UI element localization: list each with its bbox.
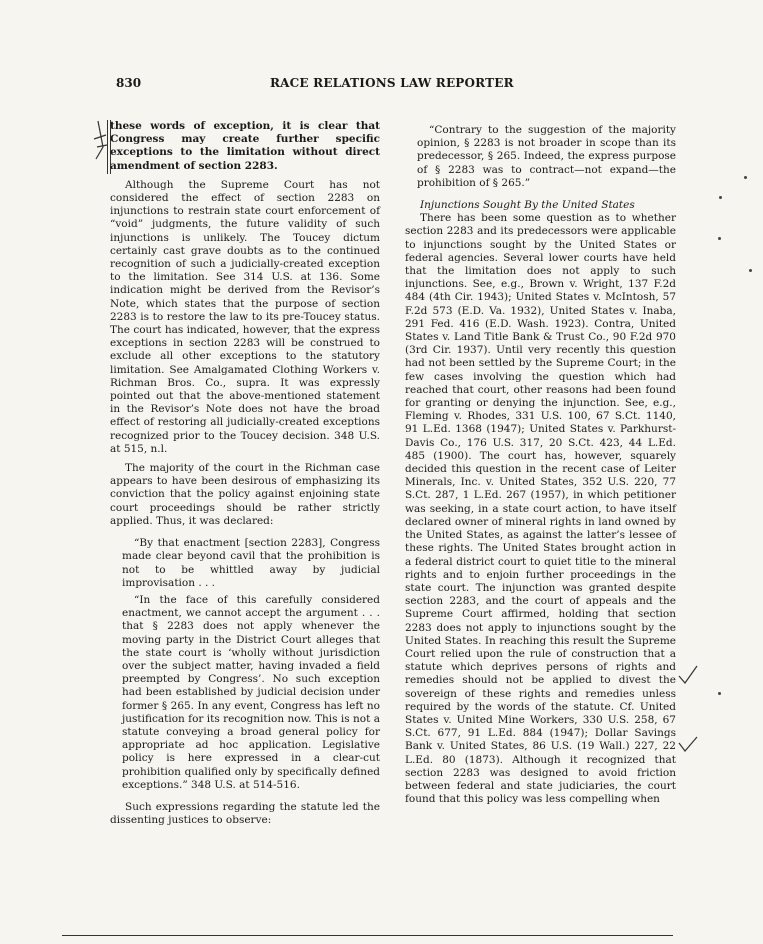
quote-paragraph: “In the face of this carefully considered enactment, we cannot accept the argument . . . that § 2283 does not apply whenever the moving party in the District Court alleges that the state court is ‘wholly without jurisdiction over the subject matter, having invaded a field preempted by Congress’. No such exception had been established by judicial decision under former § 265. In any event, Congress has left no justification for its recognition now. This is not a statute conveying a broad general policy for appropriate ad hoc application. Legislative policy is here expressed in a clear-cut prohibition qualified only by specifically defined exceptions.” 348 U.S. at 514-516. [122, 593, 380, 791]
scan-speck [718, 237, 721, 240]
left-column [110, 120, 380, 827]
section-heading: Injunctions Sought By the United States [420, 199, 635, 212]
scan-speck [749, 269, 752, 272]
paragraph-continuation: these words of exception, it is clear that Congress may create further specific exceptions to the limitation without direct amendment of section 2283. [110, 120, 380, 172]
quote-paragraph: “Contrary to the suggestion of the majority opinion, § 2283 is not broader in scope than its predecessor, § 265. Indeed, the express purpose of § 2283 was to contract—not expand—the prohibition of § 265.” [417, 124, 676, 189]
paragraph-toucey-dictum: Although the Supreme Court has not considered the effect of section 2283 on injunctions to restrain state court enforcement of “void” judgments, the future validity of such injunctions is unlikely. The Toucey dictum certainly cast grave doubts as to the continued recognition of such a judicially-created exception to the limitation. See 314 U.S. at 136. Some indication might be derived from the Revisor’s Note, which states that the purpose of section 2283 is to restore the law to its pre-Toucey status. The court has indicated, however, that the express exceptions in section 2283 will be construed to exclude all other exceptions to the statutory limitation. See Amalgamated Clothing Workers v. Richman Bros. Co., supra. It was expressly pointed out that the above-mentioned statement in the Revisor’s Note does not have the broad effect of restoring all judicially-created exceptions recognized prior to the Toucey decision. 348 U.S. at 515, n.l. [110, 178, 380, 455]
paragraph-richman-majority: The majority of the court in the Richman case appears to have been desirous of emphasizing its conviction that the policy against enjoining state court proceedings should be rather strictly applied. Thus, it was declared: [110, 462, 380, 527]
handwritten-check-mark [677, 733, 699, 755]
bottom-rule [62, 935, 673, 936]
scan-speck [718, 692, 721, 695]
page-number: 830 [116, 76, 142, 90]
scan-speck [744, 176, 747, 179]
block-quote-richman [110, 537, 380, 792]
paragraph-united-states: There has been some question as to whether section 2283 and its predecessors were applicable to injunctions sought by the United States or federal agencies. Several lower courts have held that the limitation does not apply to such injunctions. See, e.g., Brown v. Wright, 137 F.2d 484 (4th Cir. 1943); United States v. McIntosh, 57 F.2d 573 (E.D. Va. 1932), United States v. Inaba, 291 Fed. 416 (E.D. Wash. 1923). Contra, United States v. Land Title Bank & Trust Co., 90 F.2d 970 (3rd Cir. 1937). Until very recently this question had not been settled by the Supreme Court; in the few cases involving the question which had reached that court, other reasons had been found for granting or denying the injunction. See, e.g., Fleming v. Rhodes, 331 U.S. 100, 67 S.Ct. 1140, 91 L.Ed. 1368 (1947); United States v. Parkhurst-Davis Co., 176 U.S. 317, 20 S.Ct. 423, 44 L.Ed. 485 (1900). The court has, however, squarely decided this question in the recent case of Leiter Minerals, Inc. v. United States, 352 U.S. 220, 77 S.Ct. 287, 1 L.Ed. 267 (1957), in which petitioner was seeking, in a state court action, to have itself declared owner of mineral rights in land owned by the United States, as against the latter’s lessee of these rights. The United States brought action in a federal district court to quiet title to the mineral rights and to enjoin further proceedings in the state court. The injunction was granted despite section 2283, and the court of appeals and the Supreme Court affirmed, holding that section 2283 does not apply to injunctions sought by the United States. In reaching this result the Supreme Court relied upon the rule of construction that a statute which deprives persons of rights and remedies should not be applied to divest the sovereign of these rights and remedies unless required by the words of the statute. Cf. United States v. United Mine Workers, 330 U.S. 258, 67 S.Ct. 677, 91 L.Ed. 884 (1947); Dollar Savings Bank v. United States, 86 U.S. (19 Wall.) 227, 22 L.Ed. 80 (1873). Although it recognized that section 2283 was designed to avoid friction between federal and state judiciaries, the court found that this policy was less compelling when [405, 212, 676, 806]
quote-paragraph: “By that enactment [section 2283], Congress made clear beyond cavil that the prohibition is not to be whittled away by judicial improvisation . . . [122, 537, 380, 589]
paragraph-dissent-intro: Such expressions regarding the statute led the dissenting justices to observe: [110, 800, 380, 827]
scan-speck [719, 196, 722, 199]
handwritten-check-mark [677, 664, 699, 686]
block-quote-dissent [405, 124, 676, 190]
running-title: RACE RELATIONS LAW REPORTER [270, 76, 514, 90]
right-column [405, 124, 676, 806]
